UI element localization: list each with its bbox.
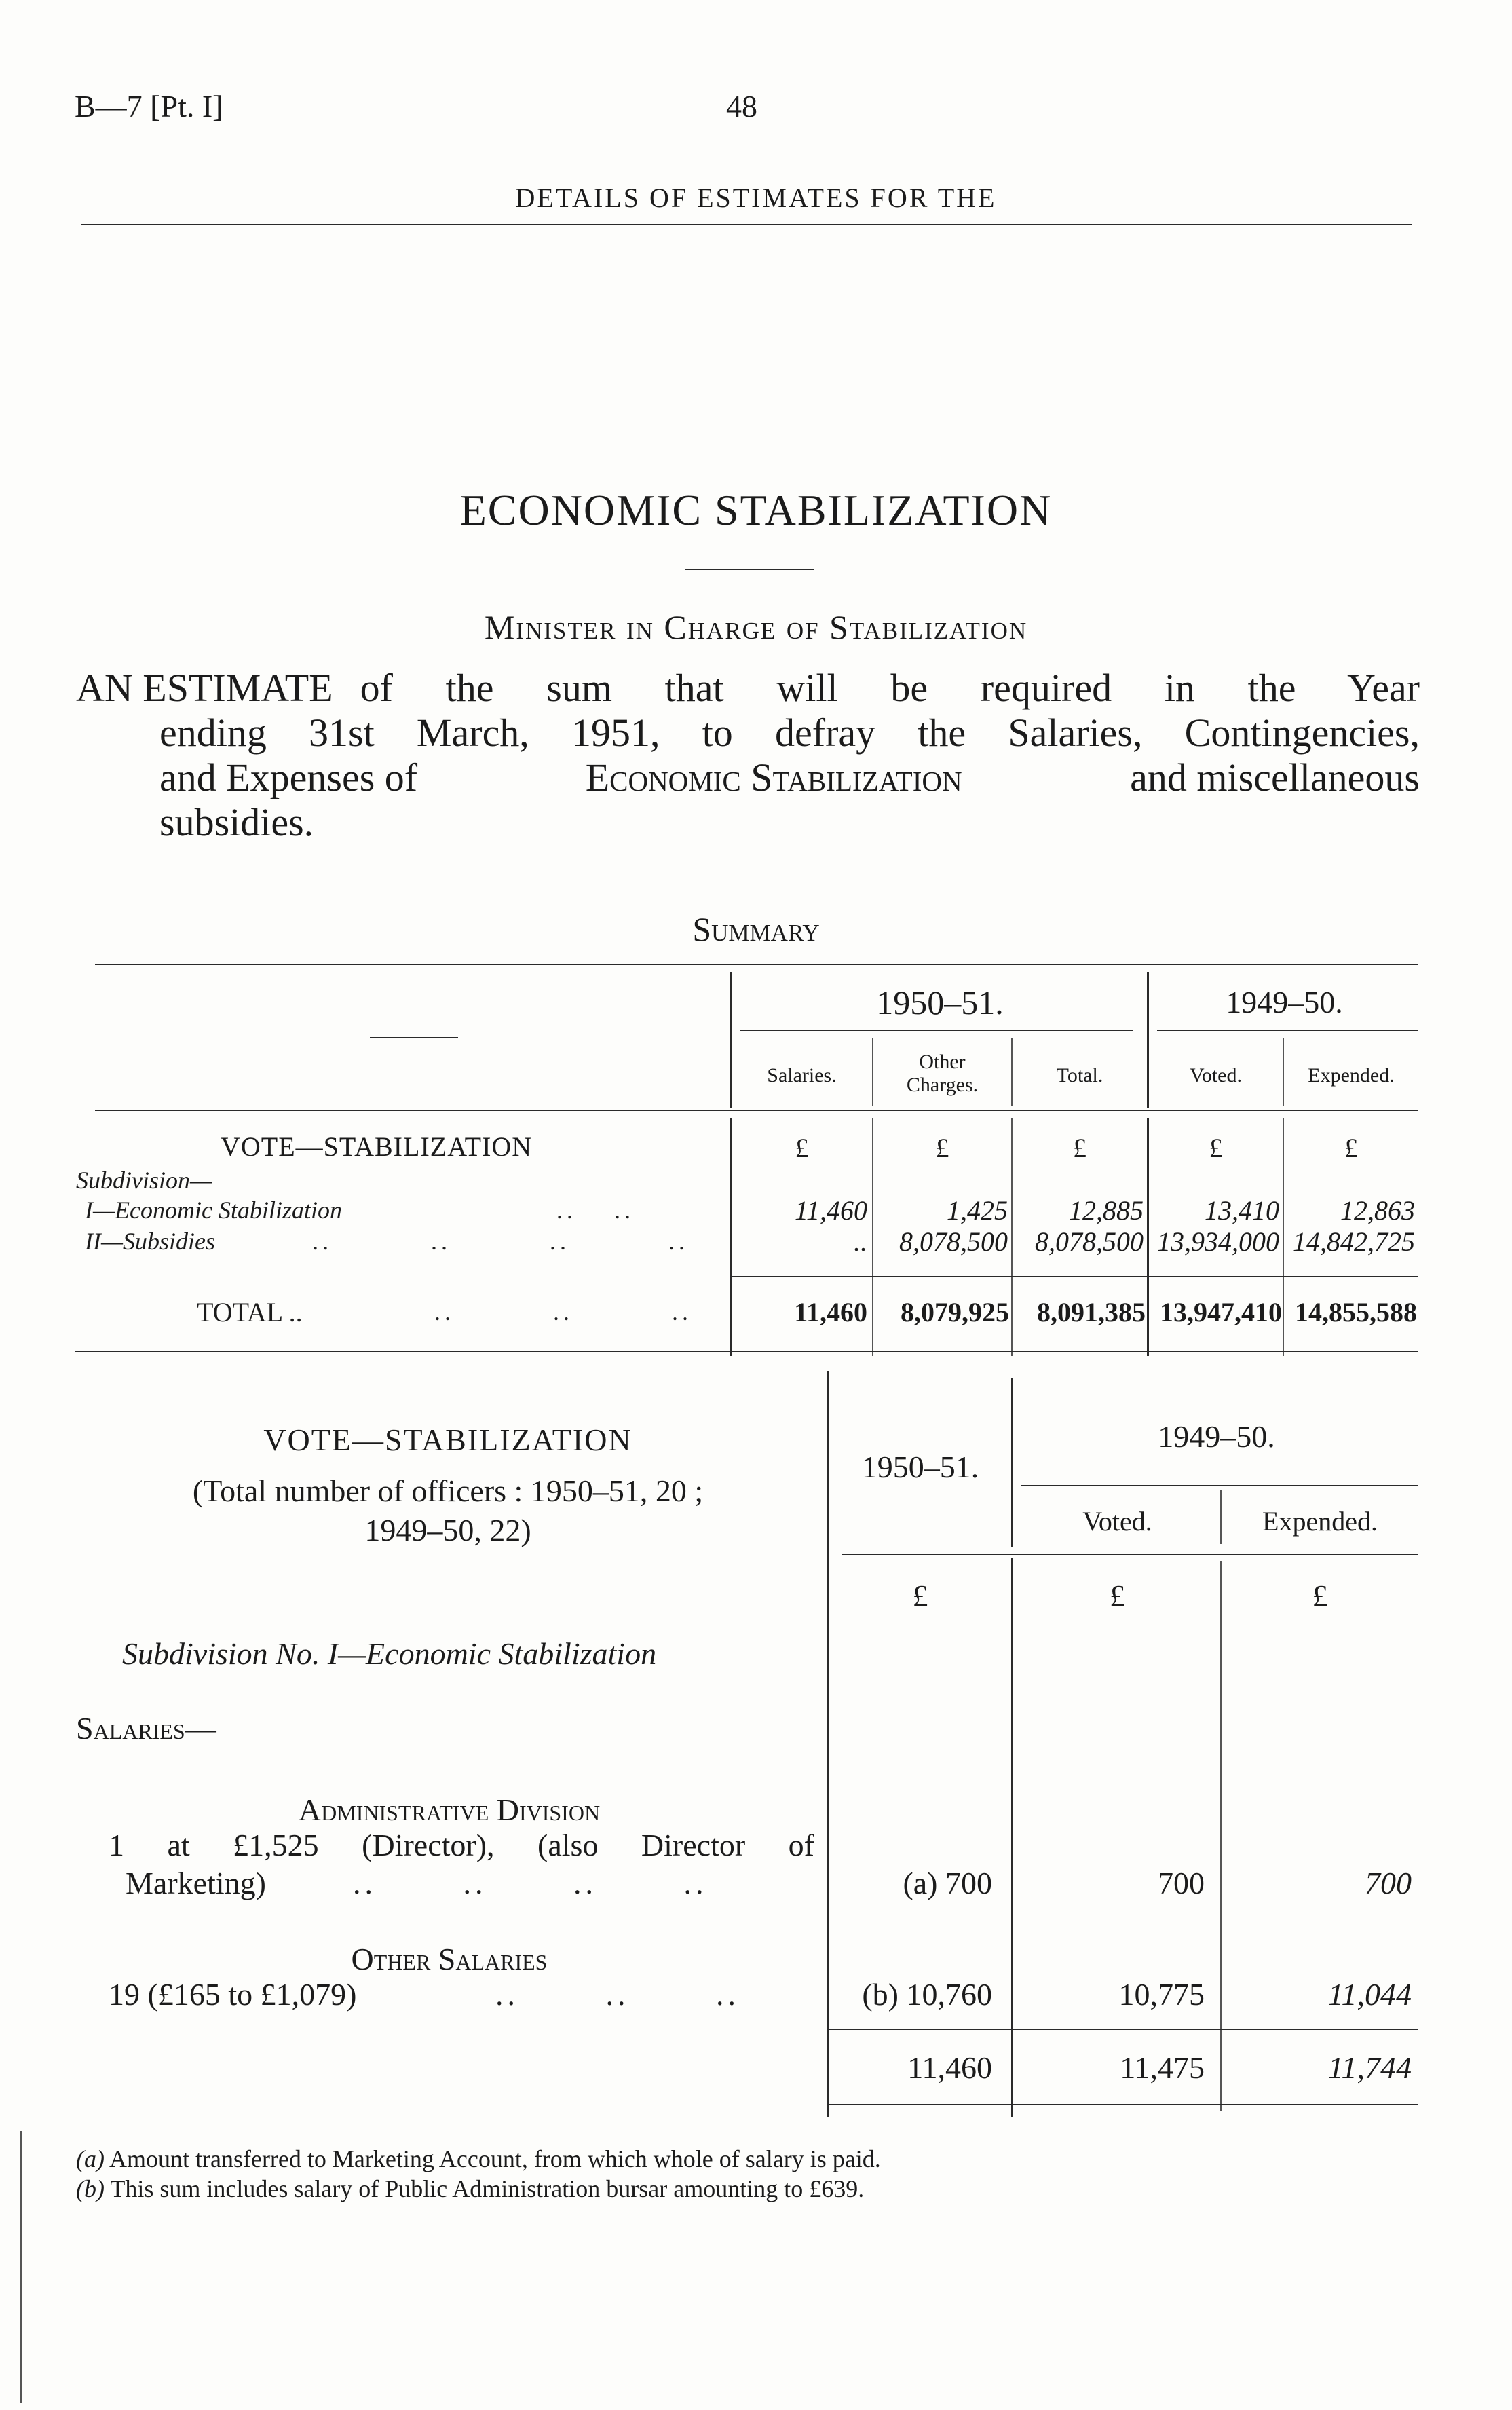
vote-admin-leader: .. .. .. ..	[353, 1866, 708, 1900]
vote-currency: £	[1312, 1579, 1328, 1613]
vote-currency: £	[1110, 1579, 1125, 1613]
footnote-b-mark: (b)	[76, 2175, 105, 2202]
vote-col-current: 1950–51.	[861, 1450, 979, 1484]
summary-rule	[740, 1030, 1133, 1031]
vote-other-heading: Other Salaries	[351, 1942, 548, 1976]
summary-col-other-1: Other	[919, 1051, 966, 1073]
page-title: ECONOMIC STABILIZATION	[459, 486, 1053, 534]
summary-currency: £	[1073, 1133, 1086, 1163]
summary-rule	[1157, 1030, 1418, 1031]
footnote-a-mark: (a)	[76, 2145, 105, 2172]
title-rule	[685, 569, 814, 570]
summary-row-other: 8,078,500	[899, 1226, 1008, 1257]
summary-col-group-prior: 1949–50.	[1226, 985, 1343, 1019]
estimate-line-2: ending 31st March, 1951, to defray the Salaries, Contingencies,	[159, 711, 1420, 755]
summary-row-voted: 13,410	[1205, 1195, 1279, 1226]
summary-row-other: 1,425	[947, 1195, 1008, 1226]
summary-row-expended: 14,842,725	[1293, 1226, 1415, 1257]
vote-rule	[827, 1371, 829, 2117]
estimate-line-3-a: and Expenses of	[159, 755, 418, 799]
summary-total-other: 8,079,925	[901, 1297, 1009, 1328]
summary-rule	[730, 1276, 1418, 1277]
summary-row-leader: .. ..	[556, 1197, 635, 1224]
estimate-line-1-text: of the sum that will be required in the Year	[360, 666, 1420, 710]
summary-vote-label: VOTE—STABILIZATION	[221, 1131, 533, 1162]
vote-admin-heading: Administrative Division	[298, 1792, 601, 1827]
footnote-a-text: Amount transferred to Marketing Account, from which whole of salary is paid.	[109, 2145, 881, 2172]
summary-col-expended: Expended.	[1308, 1064, 1395, 1087]
summary-col-voted: Voted.	[1190, 1064, 1242, 1087]
vote-total-voted: 11,475	[1120, 2050, 1205, 2085]
page-number: 48	[726, 89, 757, 124]
vote-rule	[1021, 1485, 1418, 1486]
vote-rule	[842, 1554, 1418, 1555]
vote-total-expended: 11,744	[1327, 2050, 1412, 2085]
summary-col-group-current: 1950–51.	[876, 983, 1004, 1021]
summary-col-other	[873, 1051, 1011, 1097]
summary-row-total: 12,885	[1069, 1195, 1144, 1226]
summary-total-salaries: 11,460	[794, 1297, 867, 1328]
summary-stub-dash	[370, 1037, 458, 1038]
estimate-line-1	[76, 665, 1420, 711]
summary-subdivision-label: Subdivision—	[76, 1167, 212, 1194]
summary-total-label: TOTAL ..	[197, 1297, 303, 1328]
summary-row-salaries: 11,460	[794, 1195, 867, 1226]
summary-total-leader: .. .. ..	[434, 1298, 692, 1325]
footnote-b-text: This sum includes salary of Public Administration bursar amounting to £639.	[110, 2175, 865, 2202]
summary-bottom-rule	[75, 1351, 1418, 1352]
vote-currency: £	[912, 1579, 928, 1613]
vote-admin-voted: 700	[1158, 1866, 1205, 1900]
vote-other-leader: .. .. ..	[495, 1977, 740, 2012]
minister-heading: Minister in Charge of Stabilization	[484, 608, 1028, 646]
summary-rule	[95, 1110, 1418, 1111]
summary-currency: £	[1344, 1133, 1358, 1163]
summary-row-expended: 12,863	[1340, 1195, 1415, 1226]
estimate-line-4: subsidies.	[159, 800, 314, 844]
estimate-line-3-sc: Economic Stabilization	[585, 755, 962, 799]
vote-rule	[1220, 1561, 1222, 2111]
summary-rule	[730, 972, 732, 1108]
estimate-line-3	[159, 755, 1420, 800]
summary-row-total: 8,078,500	[1035, 1226, 1144, 1257]
vote-rule	[827, 2104, 1418, 2105]
estimate-line-3-b: and miscellaneous	[1130, 755, 1420, 799]
vote-admin-line-2: Marketing)	[126, 1866, 266, 1900]
vote-other-current: (b) 10,760	[862, 1977, 992, 2012]
summary-row-voted: 13,934,000	[1157, 1226, 1279, 1257]
document-reference: B—7 [Pt. I]	[75, 89, 223, 124]
summary-row-leader: .. .. .. ..	[312, 1228, 689, 1255]
vote-admin-expended: 700	[1365, 1866, 1412, 1900]
summary-col-other-2: Charges.	[906, 1074, 979, 1096]
estimate-lead: AN ESTIMATE	[76, 666, 333, 710]
vote-total-current: 11,460	[907, 2050, 992, 2085]
vote-officers-line-2: 1949–50, 22)	[364, 1513, 531, 1547]
vote-rule	[1011, 1558, 1013, 2117]
summary-total-voted: 13,947,410	[1160, 1297, 1282, 1328]
vote-rule	[1011, 1378, 1013, 1547]
vote-admin-current: (a) 700	[903, 1866, 992, 1900]
vote-rule	[827, 2029, 1418, 2030]
summary-row-label: II—Subsidies	[85, 1228, 215, 1255]
vote-other-expended: 11,044	[1327, 1977, 1412, 2012]
summary-rule	[1147, 972, 1149, 1108]
summary-total-expended: 14,855,588	[1295, 1297, 1417, 1328]
summary-heading: Summary	[692, 910, 820, 948]
vote-salaries-heading: Salaries—	[76, 1711, 216, 1746]
vote-col-prior: 1949–50.	[1158, 1419, 1275, 1454]
summary-row-salaries: ..	[854, 1226, 867, 1257]
vote-other-voted: 10,775	[1118, 1977, 1205, 2012]
margin-line	[20, 2131, 22, 2403]
summary-col-total: Total.	[1056, 1064, 1103, 1087]
summary-row-label: I—Economic Stabilization	[85, 1197, 342, 1224]
vote-col-expended: Expended.	[1262, 1506, 1378, 1537]
summary-currency: £	[1209, 1133, 1223, 1163]
summary-currency: £	[935, 1133, 949, 1163]
vote-subdivision-title: Subdivision No. I—Economic Stabilization	[122, 1636, 657, 1671]
vote-other-line: 19 (£165 to £1,079)	[109, 1977, 357, 2012]
vote-admin-line-1: 1 at £1,525 (Director), (also Director of	[109, 1828, 814, 1862]
vote-officers-line-1: (Total number of officers : 1950–51, 20 ;	[192, 1473, 704, 1508]
footnote-a	[76, 2145, 881, 2173]
running-title: DETAILS OF ESTIMATES FOR THE	[515, 183, 997, 213]
vote-title: VOTE—STABILIZATION	[263, 1423, 632, 1457]
footnote-b	[76, 2174, 864, 2203]
summary-total-total: 8,091,385	[1037, 1297, 1146, 1328]
summary-col-salaries: Salaries.	[767, 1064, 837, 1087]
summary-currency: £	[795, 1133, 809, 1163]
header-rule	[81, 224, 1412, 225]
summary-top-rule	[95, 964, 1418, 965]
vote-col-voted: Voted.	[1082, 1506, 1152, 1537]
